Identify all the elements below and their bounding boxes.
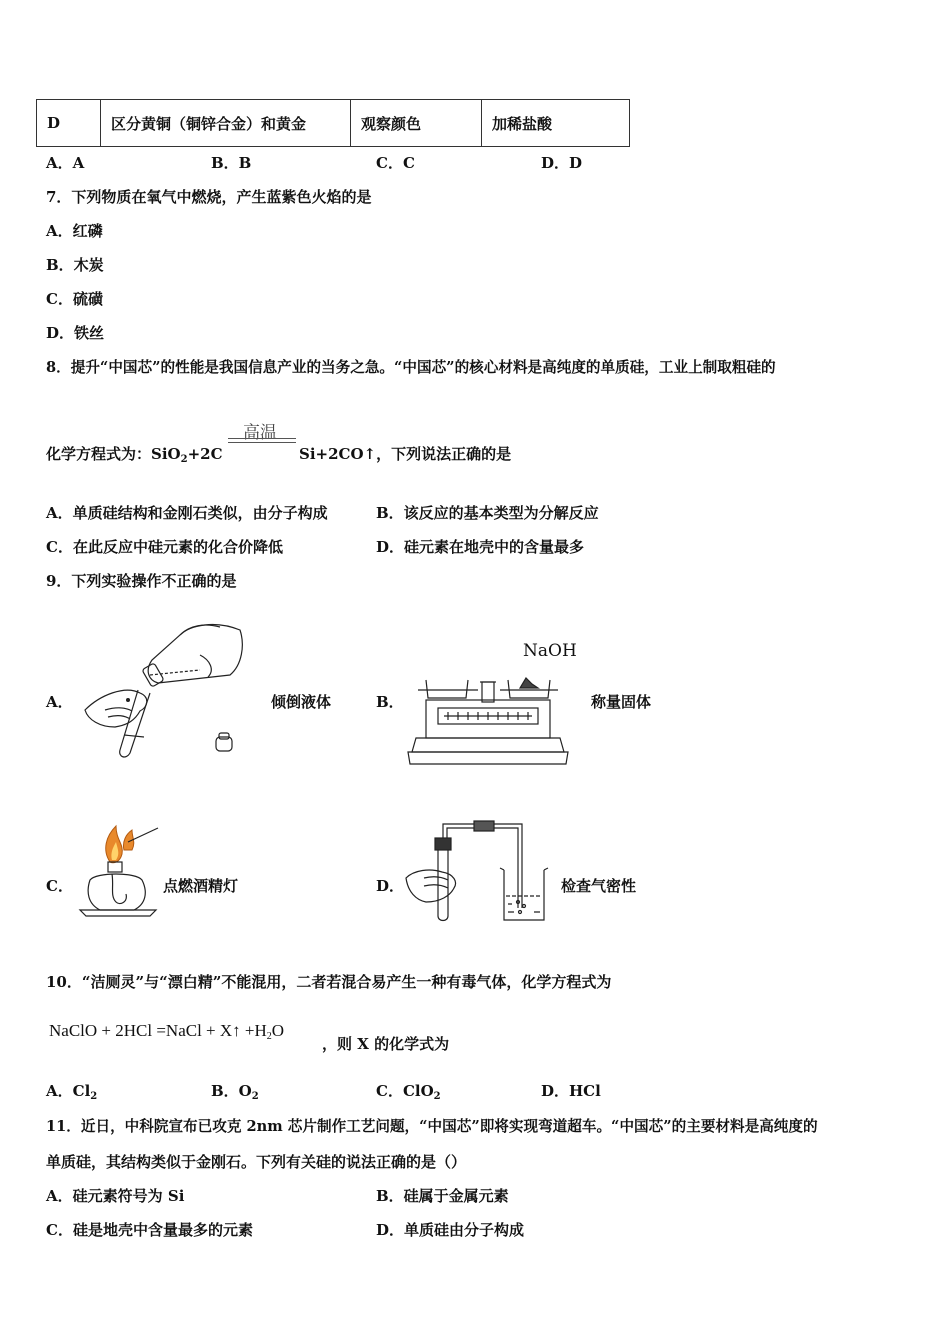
q9-option-b-letter: B．	[376, 693, 404, 711]
q9-option-a-letter: A．	[46, 693, 73, 711]
q10-equation: NaClO + 2HCl =NaCl + X↑ $+H_2O$	[49, 1021, 285, 1042]
q6-option-b: B．B	[211, 154, 252, 172]
q6-option-c: C．C	[376, 154, 415, 172]
balance-illustration	[408, 660, 568, 770]
q9-option-c-letter: C．	[46, 877, 73, 895]
q9-option-c-label: 点燃酒精灯	[163, 877, 239, 895]
equation-line	[228, 442, 296, 443]
q7-option-a: A．红磷	[46, 222, 103, 240]
q9-option-b-label: 称量固体	[591, 693, 652, 711]
q10-option-c: C．ClO$_2$	[376, 1082, 441, 1102]
table-cell: 区分黄铜（铜锌合金）和黄金	[101, 100, 351, 147]
q10-option-a: A．$Cl_2$	[46, 1082, 98, 1102]
q8-stem: 8．提升“中国芯”的性能是我国信息产业的当务之急。“中国芯”的核心材料是高纯度的单质硅，工业上制取粗硅的	[46, 359, 776, 376]
pouring-liquid-illustration	[80, 615, 250, 760]
q11-stem-line2: 单质硅，其结构类似于金刚石。下列有关硅的说法正确的是（）	[46, 1153, 467, 1171]
naoh-label: NaOH	[523, 641, 577, 661]
q8-option-a: A．单质硅结构和金刚石类似，由分子构成	[46, 504, 328, 522]
q10-question: ，则 X 的化学式为	[322, 1035, 450, 1053]
q6-option-d: D．D	[541, 154, 583, 172]
q11-option-b: B．硅属于金属元素	[376, 1187, 509, 1205]
q9-option-d-label: 检查气密性	[561, 877, 637, 895]
equation-line	[228, 438, 296, 439]
table-cell: 观察颜色	[351, 100, 482, 147]
q8-equation-right: Si+2CO↑，下列说法正确的是	[299, 445, 512, 463]
q11-option-c: C．硅是地壳中含量最多的元素	[46, 1221, 253, 1239]
q6-option-a: A．A	[46, 154, 85, 172]
q7-option-c: C．硫磺	[46, 290, 103, 308]
q10-stem: 10．“洁厕灵”与“漂白精”不能混用，二者若混合易产生一种有毒气体，化学方程式为	[46, 973, 612, 991]
q10-option-d: D．HCl	[541, 1082, 601, 1100]
q11-option-d: D．单质硅由分子构成	[376, 1221, 525, 1239]
q10-option-b: B．$O_2$	[211, 1082, 259, 1102]
q11-stem-line1: 11．近日，中科院宣布已攻克 2nm 芯片制作工艺问题，“中国芯”即将实现弯道超车。“中国芯”的主要材料是高纯度的	[46, 1118, 818, 1135]
q7-stem: 7．下列物质在氧气中燃烧，产生蓝紫色火焰的是	[46, 188, 372, 206]
q8-reaction-condition: 高温	[243, 423, 277, 443]
q11-option-a: A．硅元素符号为 Si	[46, 1187, 185, 1205]
alcohol-lamp-illustration	[76, 822, 166, 922]
options-table	[36, 99, 630, 147]
q8-option-d: D．硅元素在地壳中的含量最多	[376, 538, 585, 556]
q7-option-d: D．铁丝	[46, 324, 105, 342]
q7-option-b: B．木炭	[46, 256, 104, 274]
table-row	[37, 100, 630, 147]
table-cell: 加稀盐酸	[482, 100, 630, 147]
q8-option-c: C．在此反应中硅元素的化合价降低	[46, 538, 283, 556]
q9-option-a-label: 倾倒液体	[271, 693, 332, 711]
q8-option-b: B．该反应的基本类型为分解反应	[376, 504, 599, 522]
airtightness-check-illustration	[404, 818, 554, 924]
q9-stem: 9．下列实验操作不正确的是	[46, 572, 237, 590]
q9-option-d-letter: D．	[376, 877, 405, 895]
q8-equation-left: 化学方程式为：SiO$_2$+2C	[46, 445, 223, 465]
table-cell: D	[37, 100, 101, 147]
